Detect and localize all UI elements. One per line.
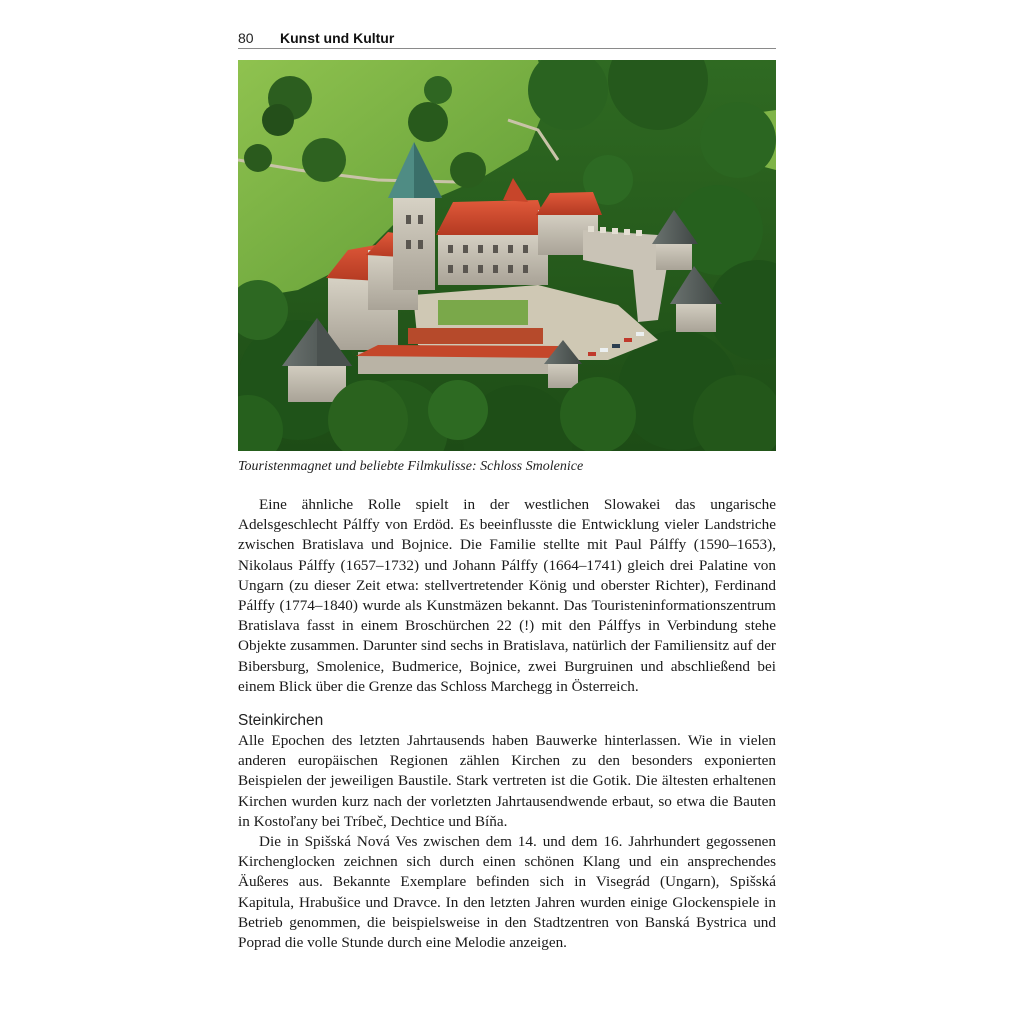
- body-paragraph: Alle Epochen des letzten Jahrtausends haben Bauwerke hinterlassen. Wie in vielen anderen europäischen Regionen zählen Kirchen zu den besonders exponierten Beispielen der jeweiligen Baustile. Stark vertreten ist die Gotik. Die ältesten erhaltenen Kirchen wurden kurz nach der vorletzten Jahrtausendwende erbaut, so etwa die Bauten in Kostoľany bei Tríbeč, Dechtice und Bíňa.: [238, 732, 776, 830]
- photo-caption: Touristenmagnet und beliebte Filmkulisse: Schloss Smolenice: [238, 459, 584, 474]
- book-page: [238, 28, 776, 953]
- body-paragraph: Die in Spišská Nová Ves zwischen dem 14. und dem 16. Jahrhundert gegossenen Kirchenglocken zeichnen sich durch einen schönen Klang und ein ansprechendes Äußeres aus. Bekannte Exemplare befinden sich in Visegrád (Ungarn), Spišská Kapitula, Hrabušice und Dravce. In den letzten Jahren wurden einige Glockenspiele in Betrieb genommen, die beispielsweise in den Stadtzentren von Banská Bystrica und Poprad die volle Stunde durch eine Melodie anzeigen.: [238, 833, 776, 952]
- castle-photo: [238, 60, 776, 451]
- running-header: [238, 28, 776, 49]
- body-paragraph: Eine ähnliche Rolle spielt in der westlichen Slowakei das ungarische Adelsgeschlecht Pálffy von Erdöd. Es beeinflusste die Entwicklung vieler Landstriche zwischen Bratislava und Bojnice. Die Familie stellte mit Paul Pálffy (1590–1653), Nikolaus Pálffy (1657–1732) und Johann Pálffy (1664–1741) gleich drei Palatine von Ungarn (zu dieser Zeit etwa: stellvertretender König und oberster Richter), Ferdinand Pálffy (1774–1840) wurde als Kunstmäzen bekannt. Das Touristeninformationszentrum Bratislava fasst in einem Broschürchen 22 (!) mit den Pálffys in Verbindung stehe Objekte zusammen. Darunter sind sechs in Bratislava, natürlich der Familiensitz auf der Bibersburg, Smolenice, Budmerice, Bojnice, zwei Burgruinen und abschließend bei einem Blick über die Grenze das Schloss Marchegg in Österreich.: [238, 496, 776, 695]
- subheading-steinkirchen: Steinkirchen: [238, 712, 324, 730]
- page-number: 80: [238, 30, 254, 46]
- section-title: Kunst und Kultur: [280, 30, 395, 46]
